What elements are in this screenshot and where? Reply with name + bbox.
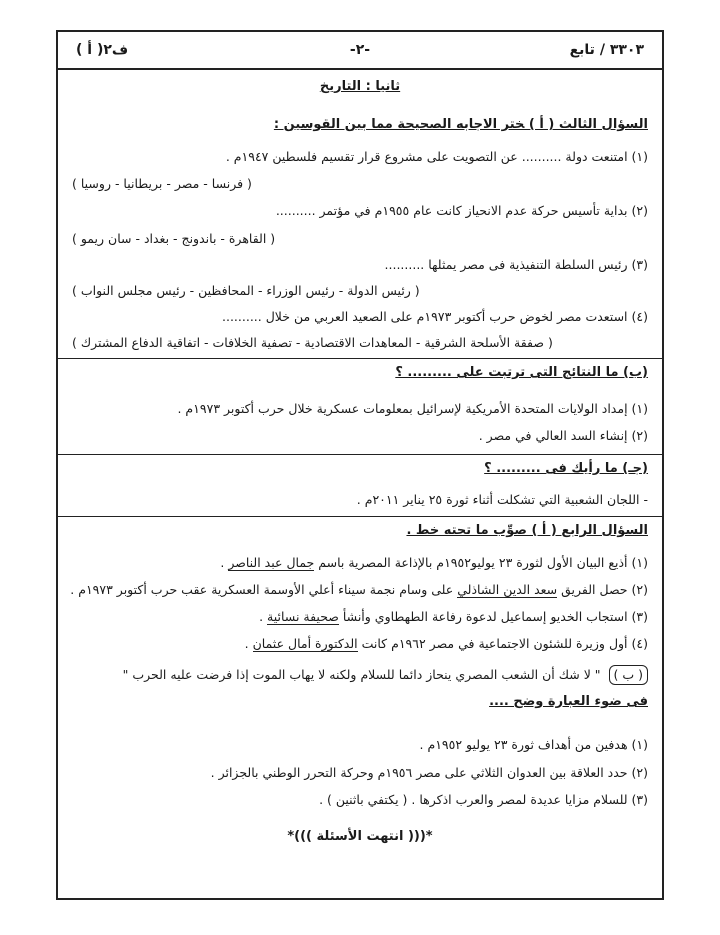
divider (58, 516, 662, 517)
q4-b-item-3: (٣) للسلام مزايا عديدة لمصر والعرب اذكرها . ( يكتفي باثنين ) . (319, 792, 648, 807)
q4-b-sub-text: فى ضوء العبارة وضح .... (489, 694, 648, 709)
q3-item-1-options: ( فرنسا - مصر - بريطانيا - روسيا ) (72, 176, 252, 191)
q4-b-quote: " لا شك أن الشعب المصري ينحاز دائما للسلام ولكنه لا يهاب الموت إذا فرضت عليه الحرب " (122, 667, 601, 682)
q4-b-sub (72, 693, 648, 711)
q4-item-2-post: على وسام نجمة سيناء أعلي الأوسمة العسكرية عقب حرب أكتوبر ١٩٧٣م . (70, 582, 458, 597)
q4-b-line (72, 665, 648, 685)
divider (58, 454, 662, 455)
header-rule (58, 68, 662, 70)
q4-item-1-pre: (١) أذيع البيان الأول لثورة ٢٣ يوليو١٩٥٢م بالإذاعة المصرية باسم (314, 555, 648, 570)
q3-item-2-options: ( القاهرة - باندونج - بغداد - سان ريمو ) (72, 231, 276, 246)
q3-b-item-1: (١) إمداد الولايات المتحدة الأمريكية لإسرائيل بمعلومات عسكرية خلال حرب أكتوبر ١٩٧٣م . (177, 401, 648, 416)
q3-c-title-text: (جـ) ما رأيك فى ......... ؟ (484, 461, 648, 476)
q3-item-2: (٢) بداية تأسيس حركة عدم الانحياز كانت عام ١٩٥٥م في مؤتمر .......... (275, 203, 648, 218)
q4-item-2-underlined: سعد الدين الشاذلي (457, 582, 558, 597)
q4-item-1-underlined: جمال عبد الناصر (228, 555, 315, 570)
q4-item-2 (72, 581, 648, 599)
exam-page (56, 30, 664, 900)
q4-item-3 (72, 608, 648, 626)
q4-b-item-1: (١) هدفين من أهداف ثورة ٢٣ يوليو ١٩٥٢م . (419, 737, 648, 752)
section-title (72, 78, 648, 96)
page-number: -٢- (349, 42, 371, 58)
q4-item-1 (72, 554, 648, 572)
q4-item-3-pre: (٣) استجاب الخديو إسماعيل لدعوة رفاعة الطهطاوي وأنشأ (338, 609, 648, 624)
divider (58, 358, 662, 359)
end-of-questions: *((( انتهت الأسئلة )))* (287, 829, 433, 844)
q3-b-title (72, 364, 648, 382)
q3-item-4-options: ( صفقة الأسلحة الشرقية - المعاهدات الاقتصادية - تصفية الخلافات - اتفاقية الدفاع المشترك ) (72, 335, 553, 350)
q3-item-3: (٣) رئيس السلطة التنفيذية فى مصر يمثلها .......... (384, 257, 648, 272)
q4-item-3-underlined: صحيفة نسائية (267, 609, 339, 624)
q4-b-label: ( ب ) (609, 665, 648, 685)
section-title-text: ثانيا : التاريخ (319, 79, 401, 94)
q4-item-2-pre: (٢) حصل الفريق (557, 582, 648, 597)
q3-title (72, 116, 648, 134)
q4-item-3-post: . (259, 609, 268, 624)
q4-item-4-pre: (٤) أول وزيرة للشئون الاجتماعية في مصر ١٩٦٢م كانت (357, 636, 648, 651)
q3-item-4: (٤) استعدت مصر لخوض حرب أكتوبر ١٩٧٣م على الصعيد العربي من خلال .......... (222, 309, 648, 324)
q4-item-4-post: . (244, 636, 253, 651)
q4-item-4-underlined: الدكتورة أمال عثمان (252, 636, 358, 651)
q3-b-title-text: (ب) ما النتائج التى ترتبت على ......... ؟ (395, 365, 648, 380)
q3-item-1: (١) امتنعت دولة .......... عن التصويت على مشروع قرار تقسيم فلسطين ١٩٤٧م . (225, 149, 648, 164)
q3-title-text: السؤال الثالث ( أ ) ﺨﺘﺮ الاجابه الصحيحة مما بين القوسين : (273, 117, 648, 132)
q3-item-3-options: ( رئيس الدولة - رئيس الوزراء - المحافظين - رئيس مجلس النواب ) (72, 283, 420, 298)
q4-b-item-2: (٢) حدد العلاقة بين العدوان الثلاثي على مصر ١٩٥٦م وحركة التحرر الوطني بالجزائر . (210, 765, 648, 780)
q3-b-item-2: (٢) إنشاء السد العالي في مصر . (478, 428, 648, 443)
q3-c-title (72, 460, 648, 478)
q4-title-text: السؤال الرابع ( أ ) صوِّب ما تحته خط . (406, 523, 648, 538)
form-code: ف٢( أ ) (76, 42, 129, 58)
q4-item-4 (72, 635, 648, 653)
q4-item-1-post: . (220, 555, 229, 570)
q4-title (72, 522, 648, 540)
exam-code: ٣٣٠٣ / تابع (569, 42, 644, 58)
q3-c-item: - اللجان الشعبية التي تشكلت أثناء ثورة ٢٥ يناير ٢٠١١م . (356, 492, 648, 507)
